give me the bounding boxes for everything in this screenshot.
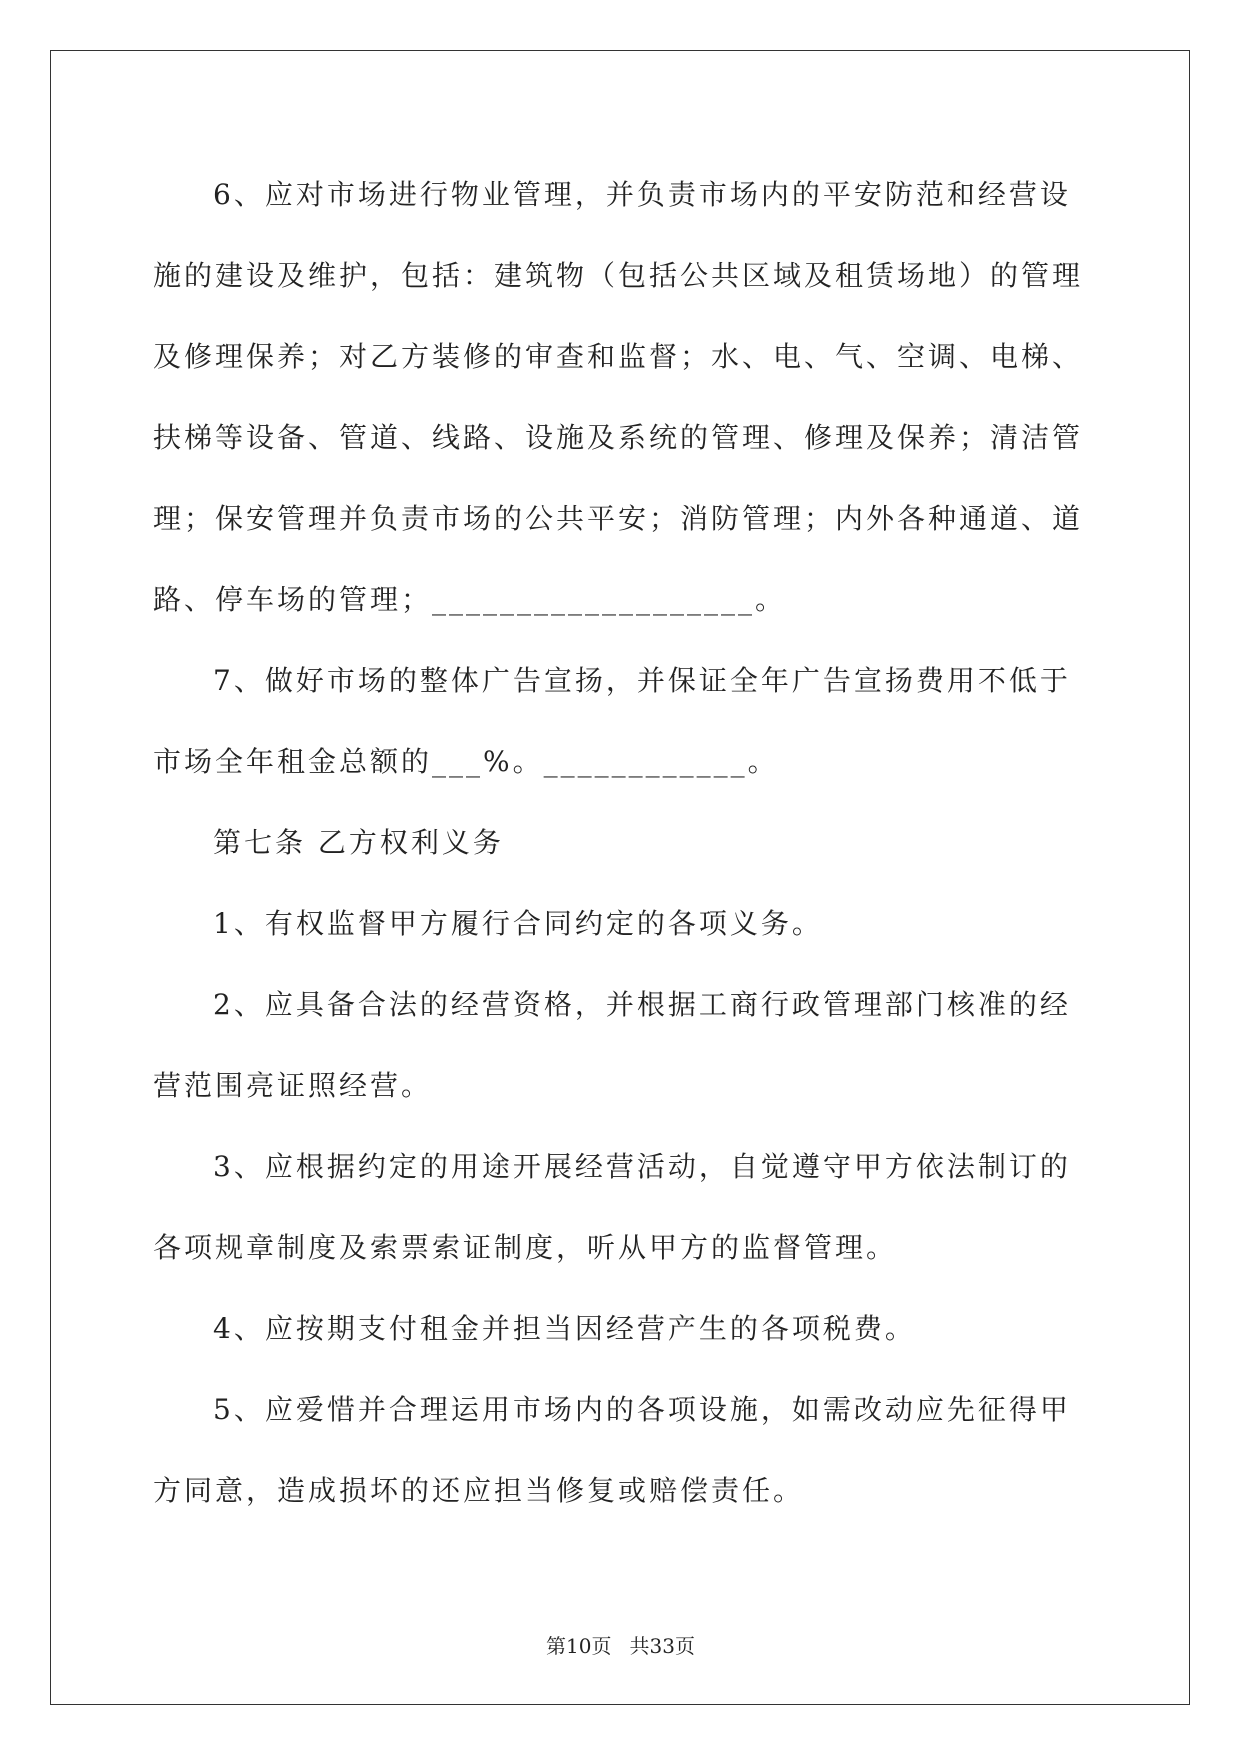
- page-total: 共33页: [629, 1634, 695, 1658]
- page-number: 第10页: [546, 1634, 612, 1658]
- paragraph-item-1: 1、有权监督甲方履行合同约定的各项义务。: [213, 907, 823, 940]
- paragraph-item-5: 5、应爱惜并合理运用市场内的各项设施，如需改动应先征得甲方同意，造成损坏的还应担当修复或赔偿责任。: [153, 1393, 1071, 1507]
- section-heading-article-7: 第七条 乙方权利义务: [213, 826, 504, 859]
- paragraph-item-2: 2、应具备合法的经营资格，并根据工商行政管理部门核准的经营范围亮证照经营。: [153, 988, 1071, 1102]
- paragraph-item-6: 6、应对市场进行物业管理，并负责市场内的平安防范和经营设施的建设及维护，包括：建筑物（包括公共区域及租赁场地）的管理及修理保养；对乙方装修的审查和监督；水、电、气、空调、电梯、扶梯等设备、管道、线路、设施及系统的管理、修理及保养；清洁管理；保安管理并负责市场的公共平安；消防管理；内外各种通道、道路、停车场的管理；___________________。: [153, 178, 1084, 616]
- paragraph-item-3: 3、应根据约定的用途开展经营活动，自觉遵守甲方依法制订的各项规章制度及索票索证制度，听从甲方的监督管理。: [153, 1150, 1071, 1264]
- paragraph-item-4: 4、应按期支付租金并担当因经营产生的各项税费。: [213, 1312, 916, 1345]
- document-body: [153, 154, 1093, 1531]
- paragraph-item-7: 7、做好市场的整体广告宣扬，并保证全年广告宣扬费用不低于市场全年租金总额的___%。____________。: [153, 664, 1071, 778]
- page-footer: [0, 1630, 1241, 1659]
